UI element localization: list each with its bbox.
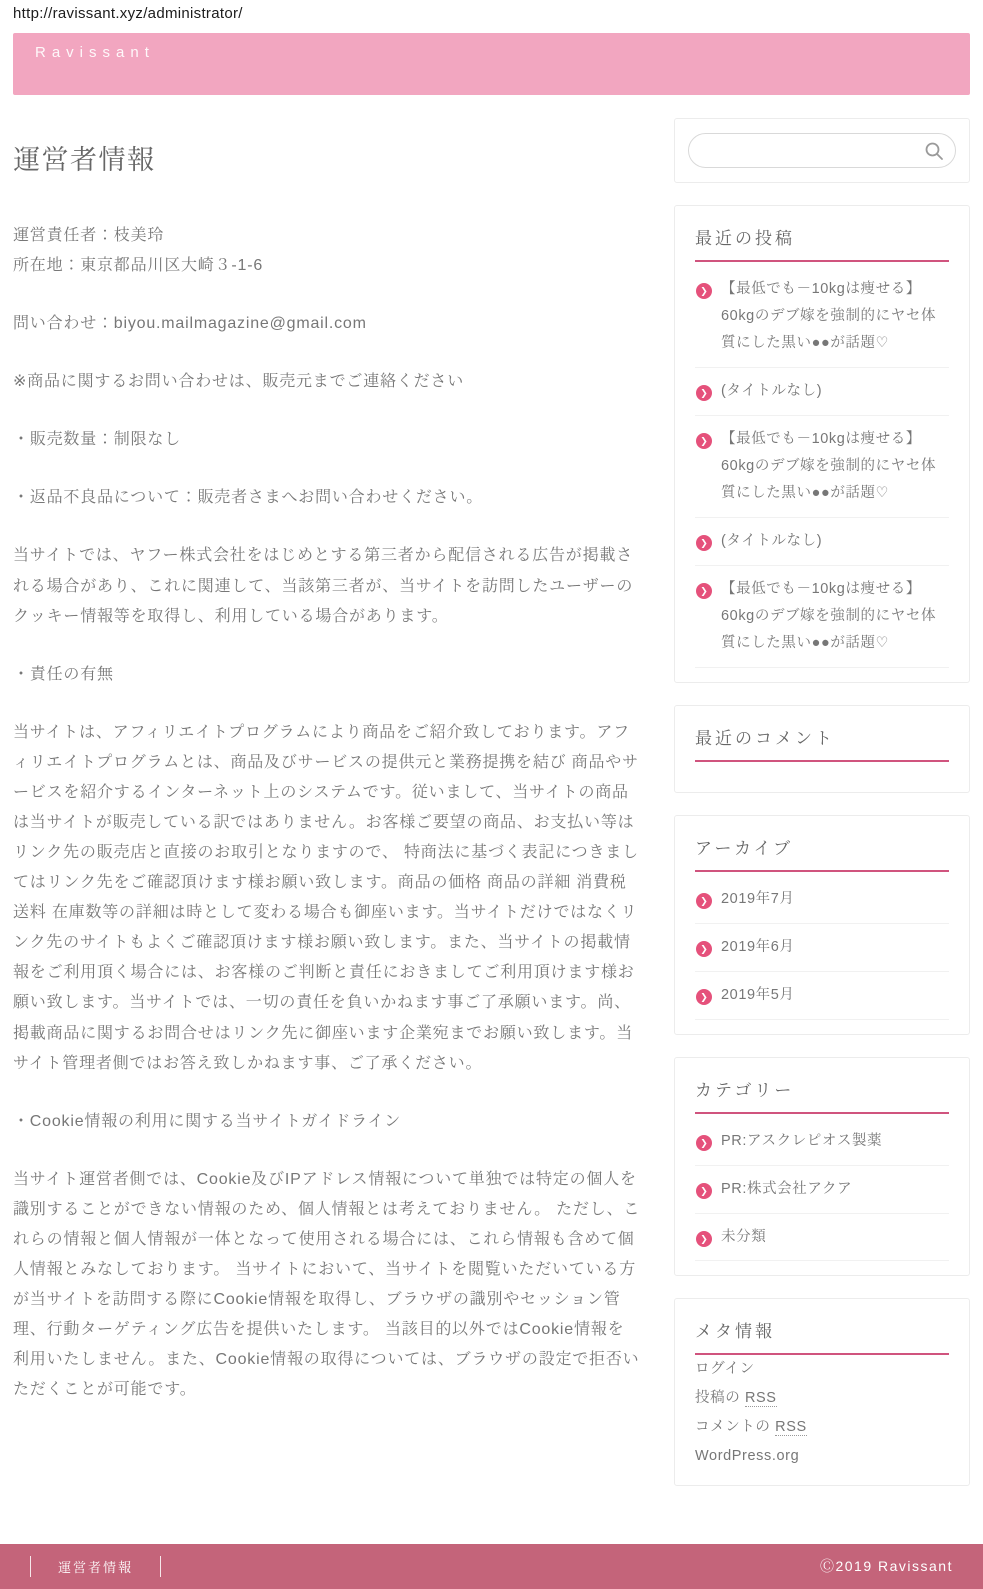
categories-title: カテゴリー — [695, 1076, 949, 1114]
chevron-right-icon: ❯ — [696, 535, 712, 551]
list-item — [695, 1166, 949, 1214]
chevron-right-icon: ❯ — [696, 283, 712, 299]
post-link[interactable]: 【最低でも－10kgは痩せる】60kgのデブ嫁を強制的にヤセ体質にした黒い●●が話題♡ — [721, 281, 937, 351]
site-footer — [0, 1544, 983, 1589]
list-item — [695, 262, 949, 368]
chevron-right-icon: ❯ — [696, 385, 712, 401]
post-link[interactable]: 【最低でも－10kgは痩せる】60kgのデブ嫁を強制的にヤセ体質にした黒い●●が話題♡ — [721, 580, 937, 651]
archive-widget — [674, 815, 970, 1035]
archive-link[interactable]: 2019年5月 — [721, 986, 795, 1003]
recent-comments-title: 最近のコメント — [695, 724, 949, 762]
login-link[interactable]: ログイン — [695, 1361, 755, 1378]
divider — [160, 1556, 161, 1577]
list-item — [695, 566, 949, 668]
list-item — [695, 1114, 949, 1166]
archive-link[interactable]: 2019年6月 — [721, 938, 795, 955]
recent-posts-title: 最近の投稿 — [695, 224, 949, 262]
meta-list — [695, 1355, 949, 1470]
note-line: ※商品に関するお問い合わせは、販売元までご連絡ください — [13, 373, 465, 391]
archive-list — [695, 872, 949, 1020]
post-link[interactable]: (タイトルなし) — [721, 382, 823, 399]
returns-line: ・返品不良品について：販売者さまへお問い合わせください。 — [13, 489, 484, 507]
operator-line: 運営責任者：枝美玲 — [13, 227, 165, 244]
list-item — [695, 368, 949, 416]
category-link[interactable]: PR:株式会社アクア — [721, 1180, 853, 1197]
cookie-guideline-heading: ・Cookie情報の利用に関する当サイトガイドライン — [13, 1112, 402, 1130]
chevron-right-icon: ❯ — [696, 1135, 712, 1151]
sidebar — [674, 118, 970, 1508]
search-box — [688, 133, 956, 168]
meta-title: メタ情報 — [695, 1317, 949, 1355]
chevron-right-icon: ❯ — [696, 433, 712, 449]
operator-info — [13, 221, 641, 281]
address-line: 所在地：東京都品川区大崎３-1-6 — [13, 257, 264, 275]
meta-widget — [674, 1298, 970, 1485]
responsibility-heading: ・責任の有無 — [13, 665, 114, 683]
content-row — [13, 118, 970, 1508]
category-link[interactable]: PR:アスクレピオス製薬 — [721, 1132, 883, 1149]
list-item — [695, 1384, 949, 1413]
chevron-right-icon: ❯ — [696, 941, 712, 957]
list-item — [695, 1214, 949, 1262]
page-url: http://ravissant.xyz/administrator/ — [13, 5, 243, 22]
page-container — [13, 0, 970, 1508]
chevron-right-icon: ❯ — [696, 989, 712, 1005]
site-header — [13, 33, 970, 95]
archive-link[interactable]: 2019年7月 — [721, 890, 795, 907]
chevron-right-icon: ❯ — [696, 1231, 712, 1247]
list-item — [695, 1442, 949, 1471]
cookie-paragraph: 当サイト運営者側では、Cookie及びIPアドレス情報について単独では特定の個人を識別することができない情報のため、個人情報とは考えておりません。 ただし、これらの情報と個人情報が一体となって使用される場合には、これら情報も含めて個人情報とみなしております。 当サイトにおいて、当サイトを閲覧いただいている方が当サイトを訪問する際にCookie情報を取得し、ブラウザの識別やセッション管理、行動ターゲティング広告を提供いたします。 当該目的以外ではCookie情報を利用いたしません。また、Cookie情報の取得については、ブラウザの設定で拒否いただくことが可能です。 — [13, 1170, 641, 1399]
recent-comments-widget — [674, 705, 970, 793]
comments-rss-link[interactable]: コメントの RSS — [695, 1419, 807, 1436]
search-icon[interactable] — [924, 141, 944, 161]
empty-comments-area — [695, 762, 949, 778]
page-title: 運営者情報 — [13, 145, 156, 175]
list-item — [695, 1355, 949, 1384]
categories-list — [695, 1114, 949, 1262]
wordpress-org-link[interactable]: WordPress.org — [695, 1447, 800, 1464]
search-input[interactable] — [689, 134, 955, 167]
list-item — [695, 416, 949, 518]
affiliate-paragraph: 当サイトは、アフィリエイトプログラムにより商品をご紹介致しております。アフィリエイトプログラムとは、商品及びサービスの提供元と業務提携を結び 商品やサービスを紹介するインターネット上のシステムです。従いまして、当サイトの商品は当サイトが販売している訳ではありません。お客様ご要望の商品、お支払い等はリンク先の販売店と直接のお取引となりますので、 特商法に基づく表記につきましてはリンク先をご確認頂けます様お願い致します。商品の価格 商品の詳細 消費税 送料 在庫数等の詳細は時として変わる場合も御座います。当サイトだけではなくリンク先のサイトもよくご確認頂けます様お願い致します。また、当サイトの掲載情報をご利用頂く場合には、お客様のご判断と責任におきましてご利用頂けます様お願い致します。当サイトでは、一切の責任を負いかねます事ご了承願います。尚、掲載商品に関するお問合せはリンク先に御座います企業宛までお願い致します。当サイト管理者側ではお答え致しかねます事、ご了承ください。 — [13, 723, 639, 1072]
post-link[interactable]: 【最低でも－10kgは痩せる】60kgのデブ嫁を強制的にヤセ体質にした黒い●●が話題♡ — [721, 430, 937, 501]
archive-title: アーカイブ — [695, 834, 949, 872]
recent-posts-list — [695, 262, 949, 668]
post-link[interactable]: (タイトルなし) — [721, 532, 823, 549]
copyright-text: Ⓒ2019 Ravissant — [819, 1558, 953, 1575]
sales-quantity-line: ・販売数量：制限なし — [13, 431, 182, 449]
chevron-right-icon: ❯ — [696, 1183, 712, 1199]
chevron-right-icon: ❯ — [696, 583, 712, 599]
footer-nav-operator-info[interactable]: 運営者情報 — [58, 1559, 134, 1575]
posts-rss-link[interactable]: 投稿の RSS — [695, 1390, 777, 1407]
site-logo[interactable]: Ravissant — [35, 44, 155, 61]
list-item — [695, 1413, 949, 1442]
contact-line: 問い合わせ：biyou.mailmagazine@gmail.com — [13, 315, 367, 333]
main-content — [13, 118, 641, 1508]
list-item — [695, 518, 949, 566]
list-item — [695, 924, 949, 972]
category-link[interactable]: 未分類 — [721, 1228, 767, 1245]
chevron-right-icon: ❯ — [696, 893, 712, 909]
recent-posts-widget — [674, 205, 970, 683]
list-item — [695, 872, 949, 924]
search-widget — [674, 118, 970, 183]
ads-paragraph: 当サイトでは、ヤフー株式会社をはじめとする第三者から配信される広告が掲載される場合があり、これに関連して、当該第三者が、当サイトを訪問したユーザーのクッキー情報等を取得し、利用している場合があります。 — [13, 547, 634, 625]
footer-nav — [30, 1556, 161, 1577]
list-item — [695, 972, 949, 1020]
categories-widget — [674, 1057, 970, 1277]
